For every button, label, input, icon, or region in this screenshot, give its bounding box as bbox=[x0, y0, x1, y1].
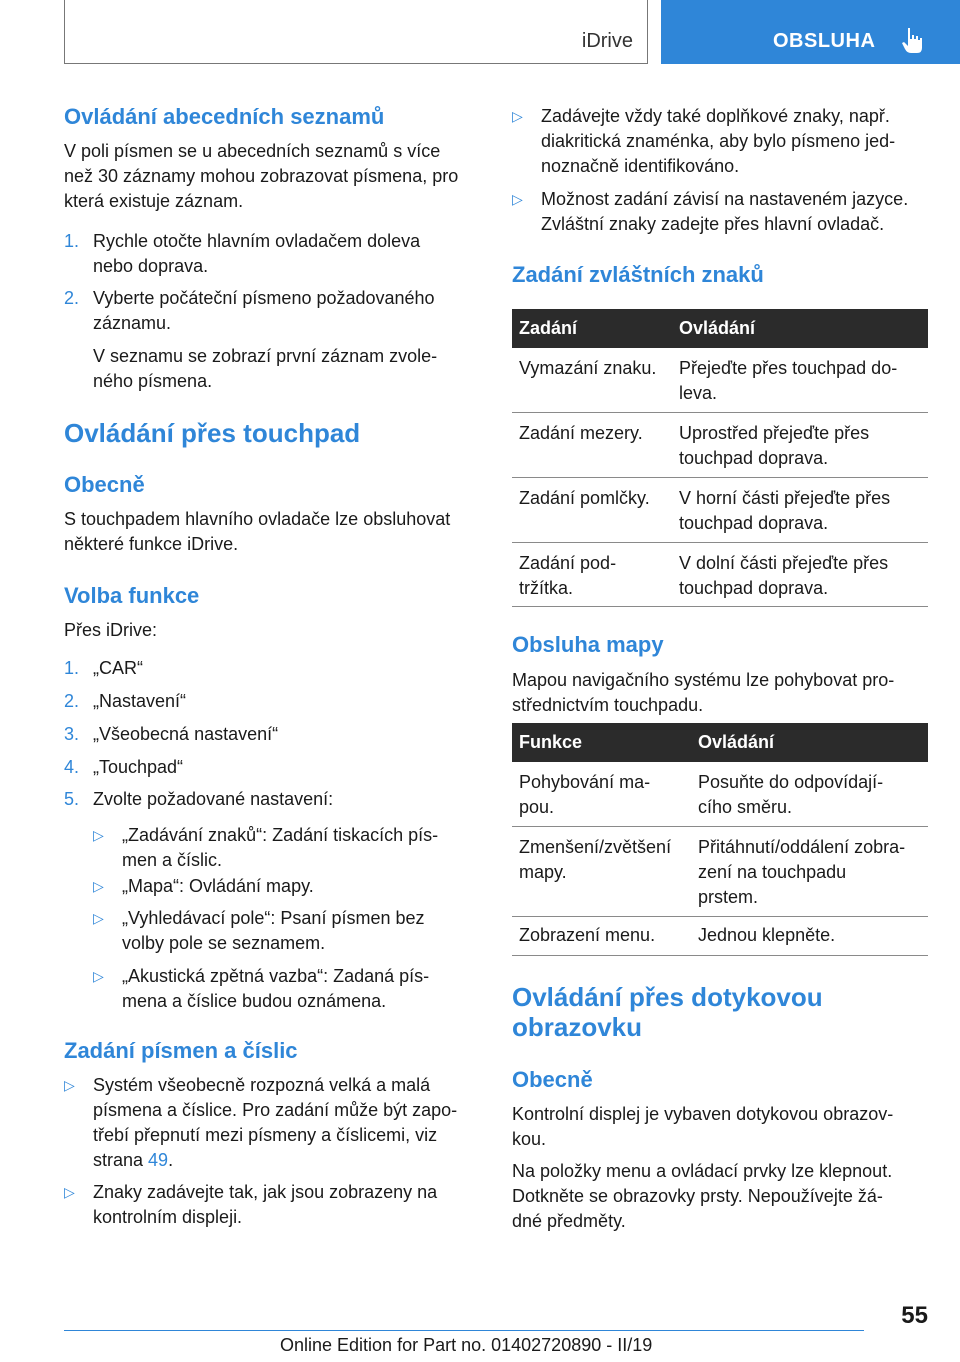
text-line: Mapou navigačního systému lze pohybovat pro- bbox=[512, 670, 895, 690]
table-cell: prstem. bbox=[698, 887, 759, 907]
text-line: Rychle otočte hlavním ovladačem doleva bbox=[93, 231, 421, 251]
paragraph-alphabet bbox=[64, 139, 458, 214]
text-line: Na položky menu a ovládací prvky lze klepnout. bbox=[512, 1161, 893, 1181]
heading-general-2: Obecně bbox=[512, 1067, 593, 1092]
text-line: Zvláštní znaky zadejte přes hlavní ovladač. bbox=[541, 214, 885, 234]
text-line: nebo doprava. bbox=[93, 256, 209, 276]
step-number: 3. bbox=[64, 724, 80, 744]
table-cell: touchpad doprava. bbox=[679, 578, 829, 598]
text-line: „Zadávání znaků“: Zadání tiskacích pís- bbox=[122, 825, 439, 845]
table-header bbox=[512, 723, 928, 762]
text-line: volby pole se seznamem. bbox=[122, 933, 326, 953]
menu-path-text: Zvolte požadované nastavení: bbox=[93, 789, 334, 809]
table-cell: tržítka. bbox=[519, 578, 574, 598]
column-header: Zadání bbox=[519, 318, 578, 338]
text-line: men a číslic. bbox=[122, 850, 223, 870]
text-line: V poli písmen se u abecedních seznamů s více bbox=[64, 141, 441, 161]
footer-divider bbox=[64, 1330, 864, 1331]
table-cell: Posuňte do odpovídají- bbox=[698, 772, 884, 792]
table-cell: Uprostřed přejeďte přes bbox=[679, 423, 870, 443]
text-line: ného písmena. bbox=[93, 371, 213, 391]
step-number: 1. bbox=[64, 658, 80, 678]
footer-edition-text: Online Edition for Part no. 01402720890 - II/19 bbox=[280, 1335, 653, 1355]
header-tab-label: OBSLUHA bbox=[773, 30, 876, 52]
text-line bbox=[93, 1148, 483, 1173]
table-cell: mapy. bbox=[519, 862, 567, 882]
table-cell: Zobrazení menu. bbox=[519, 925, 656, 945]
table-cell: zení na touchpadu bbox=[698, 862, 847, 882]
table-cell: Zmenšení/zvětšení bbox=[519, 837, 672, 857]
text-line: třebí přepnutí mezi písmeny a číslicemi, viz bbox=[93, 1125, 438, 1145]
text-line: kontrolním displeji. bbox=[93, 1207, 243, 1227]
step-number: 4. bbox=[64, 757, 80, 777]
table-cell: Pohybování ma- bbox=[519, 772, 651, 792]
table-row bbox=[512, 762, 928, 827]
step-number: 2. bbox=[64, 691, 80, 711]
text-line: Kontrolní displej je vybaven dotykovou obrazov- bbox=[512, 1104, 894, 1124]
table-row bbox=[512, 917, 928, 956]
text-line: noznačně identifikováno. bbox=[541, 156, 740, 176]
text-line: Vyberte počáteční písmeno požadovaného bbox=[93, 288, 435, 308]
heading-touchscreen bbox=[512, 982, 823, 1042]
header-tab-obsluha[interactable] bbox=[661, 0, 960, 64]
text-line: kou. bbox=[512, 1129, 547, 1149]
step-number: 2. bbox=[64, 288, 80, 308]
paragraph-touchscreen-1 bbox=[512, 1102, 893, 1152]
heading-map: Obsluha mapy bbox=[512, 632, 664, 657]
table-cell: V dolní části přejeďte přes bbox=[679, 553, 889, 573]
triangle-bullet-icon: ▷ bbox=[512, 191, 523, 207]
table-cell: Jednou klepněte. bbox=[698, 925, 836, 945]
step-number: 5. bbox=[64, 789, 80, 809]
text-line: Znaky zadávejte tak, jak jsou zobrazeny na bbox=[93, 1182, 438, 1202]
heading-special-chars: Zadání zvláštních znaků bbox=[512, 262, 764, 287]
text-line: diakritická znaménka, aby bylo písmeno jed- bbox=[541, 131, 896, 151]
column-header: Ovládání bbox=[698, 732, 775, 752]
table-cell: Vymazání znaku. bbox=[519, 358, 657, 378]
step-note bbox=[93, 344, 483, 394]
heading-select-function: Volba funkce bbox=[64, 583, 200, 608]
table-cell: Přejeďte přes touchpad do- bbox=[679, 358, 898, 378]
text-line: Možnost zadání závisí na nastaveném jazyce. bbox=[541, 189, 909, 209]
triangle-bullet-icon: ▷ bbox=[93, 910, 104, 926]
step-number: 1. bbox=[64, 231, 80, 251]
table-cell: leva. bbox=[679, 383, 718, 403]
triangle-bullet-icon: ▷ bbox=[512, 108, 523, 124]
paragraph-select: Přes iDrive: bbox=[64, 620, 158, 640]
heading-general: Obecně bbox=[64, 472, 145, 497]
table-cell: V horní části přejeďte přes bbox=[679, 488, 891, 508]
menu-path-text: „Touchpad“ bbox=[93, 757, 184, 777]
heading-entry: Zadání písmen a číslic bbox=[64, 1038, 298, 1063]
text-line: záznamu. bbox=[93, 313, 172, 333]
table-row bbox=[512, 478, 928, 543]
table-cell: Zadání mezery. bbox=[519, 423, 643, 443]
triangle-bullet-icon: ▷ bbox=[64, 1184, 75, 1200]
text-line: „Vyhledávací pole“: Psaní písmen bez bbox=[122, 908, 425, 928]
heading-touchpad: Ovládání přes touchpad bbox=[64, 418, 361, 448]
text-line: S touchpadem hlavního ovladače lze obsluhovat bbox=[64, 509, 451, 529]
text-line: střednictvím touchpadu. bbox=[512, 695, 704, 715]
text-line: Zadávejte vždy také doplňkové znaky, např. bbox=[541, 106, 890, 126]
text-line: „Akustická zpětná vazba“: Zadaná pís- bbox=[122, 966, 430, 986]
table-cell: cího směru. bbox=[698, 797, 793, 817]
text-line: Systém všeobecně rozpozná velká a malá bbox=[93, 1075, 431, 1095]
heading-line: Ovládání přes dotykovou bbox=[512, 982, 823, 1012]
table-row bbox=[512, 543, 928, 607]
table-cell: touchpad doprava. bbox=[679, 448, 829, 468]
text-line: V seznamu se zobrazí první záznam zvole- bbox=[93, 346, 438, 366]
header-section-box bbox=[64, 0, 648, 64]
text-line: která existuje záznam. bbox=[64, 191, 244, 211]
triangle-bullet-icon: ▷ bbox=[93, 827, 104, 843]
pointing-hand-icon bbox=[899, 26, 925, 54]
text-prefix: strana bbox=[93, 1150, 149, 1170]
heading-line: obrazovku bbox=[512, 1012, 643, 1042]
triangle-bullet-icon: ▷ bbox=[93, 968, 104, 984]
heading-alphabet-lists: Ovládání abecedních seznamů bbox=[64, 104, 385, 129]
text-line: než 30 záznamy mohou zobrazovat písmena, pro bbox=[64, 166, 459, 186]
text-line: Dotkněte se obrazovky prsty. Nepoužívejte žá- bbox=[512, 1186, 883, 1206]
text-line: písmena a číslice. Pro zadání může být zapo- bbox=[93, 1100, 458, 1120]
page-link[interactable]: 49 bbox=[148, 1150, 169, 1170]
column-header: Funkce bbox=[519, 732, 583, 752]
text-line: dné předměty. bbox=[512, 1211, 626, 1231]
table-row bbox=[512, 413, 928, 478]
table-cell: Zadání pomlčky. bbox=[519, 488, 650, 508]
header-section-title: iDrive bbox=[581, 30, 633, 52]
column-header: Ovládání bbox=[679, 318, 756, 338]
menu-path-text: „Nastavení“ bbox=[93, 691, 187, 711]
text-line: mena a číslice budou oznámena. bbox=[122, 991, 387, 1011]
menu-path-text: „CAR“ bbox=[93, 658, 143, 678]
paragraph-touchscreen-2 bbox=[512, 1159, 892, 1234]
triangle-bullet-icon: ▷ bbox=[93, 878, 104, 894]
menu-path-text: „Všeobecná nastavení“ bbox=[93, 724, 279, 744]
table-row bbox=[512, 348, 928, 413]
table-cell: pou. bbox=[519, 797, 555, 817]
text-line: některé funkce iDrive. bbox=[64, 534, 239, 554]
table-header bbox=[512, 309, 928, 348]
triangle-bullet-icon: ▷ bbox=[64, 1077, 75, 1093]
table-cell: touchpad doprava. bbox=[679, 513, 829, 533]
table-row bbox=[512, 827, 928, 917]
table-cell: Zadání pod- bbox=[519, 553, 617, 573]
table-cell: Přitáhnutí/oddálení zobra- bbox=[698, 837, 906, 857]
text-suffix: . bbox=[168, 1150, 174, 1170]
paragraph-map bbox=[512, 668, 894, 718]
paragraph-general bbox=[64, 507, 450, 557]
page-number: 55 bbox=[901, 1302, 928, 1329]
text-line: „Mapa“: Ovládání mapy. bbox=[122, 876, 314, 896]
